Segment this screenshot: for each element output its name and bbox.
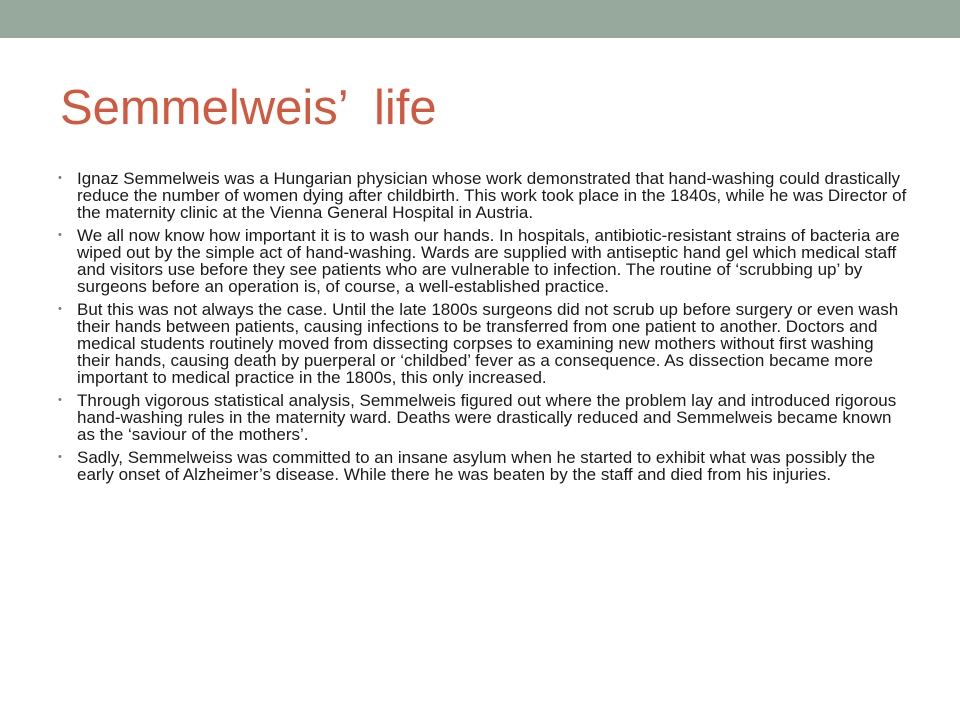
bullet-dot-icon: • — [58, 172, 62, 184]
bullet-text: Ignaz Semmelweis was a Hungarian physician whose work demonstrated that hand-washing could drastically reduce the number of women dying after childbirth. This work took place in the 1840s, while he was Director of the maternity clinic at the Vienna General Hospital in Austria. — [77, 169, 907, 222]
top-accent-bar — [0, 0, 960, 38]
bullet-dot-icon: • — [58, 229, 62, 241]
bullet-item — [58, 170, 908, 221]
bullet-text: Through vigorous statistical analysis, Semmelweis figured out where the problem lay and introduced rigorous hand-washing rules in the maternity ward. Deaths were drastically reduced and Semmelweis became known as the ‘saviour of the mothers’. — [77, 391, 897, 444]
bullet-list — [58, 170, 908, 489]
bullet-item — [58, 301, 908, 386]
bullet-text: We all now know how important it is to wash our hands. In hospitals, antibiotic-resistant strains of bacteria are wiped out by the simple act of hand-washing. Wards are supplied with antiseptic hand gel which medical staff and visitors use before they see patients who are vulnerable to infection. The routine of ‘scrubbing up’ by surgeons before an operation is, of course, a well-established practice. — [77, 226, 900, 296]
bullet-item — [58, 227, 908, 295]
bullet-dot-icon: • — [58, 451, 62, 463]
bullet-item — [58, 449, 908, 483]
bullet-item — [58, 392, 908, 443]
bullet-text: But this was not always the case. Until the late 1800s surgeons did not scrub up before surgery or even wash their hands between patients, causing infections to be transferred from one patient to another. Doctors and medical students routinely moved from dissecting corpses to examining new mothers without first washing their hands, causing death by puerperal or ‘childbed’ fever as a consequence. As dissection became more important to medical practice in the 1800s, this only increased. — [77, 300, 899, 387]
bullet-text: Sadly, Semmelweiss was committed to an insane asylum when he started to exhibit what was possibly the early onset of Alzheimer’s disease. While there he was beaten by the staff and died from his injuries. — [77, 448, 876, 484]
bullet-dot-icon: • — [58, 394, 62, 406]
slide-title: Semmelweis’ life — [60, 81, 437, 135]
bullet-dot-icon: • — [58, 303, 62, 315]
